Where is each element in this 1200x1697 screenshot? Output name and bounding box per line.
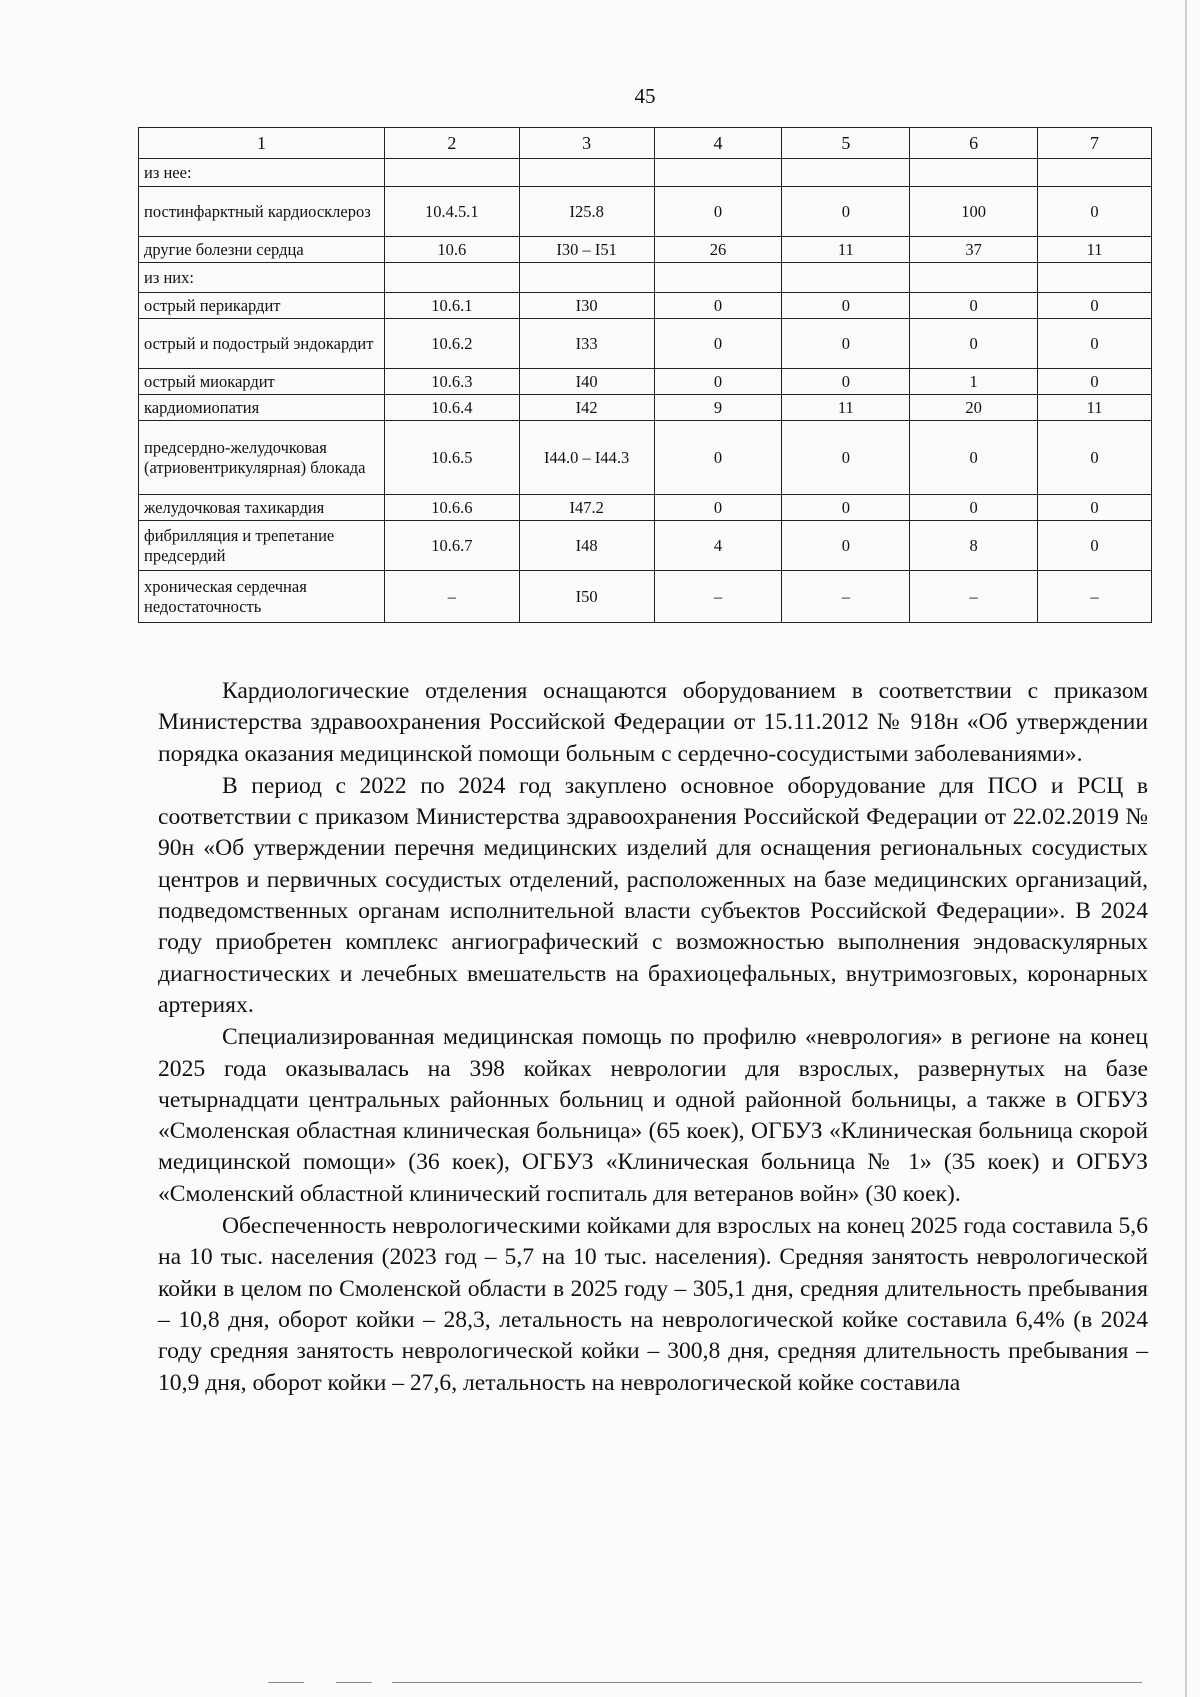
column-header: 2 [384, 128, 519, 159]
scan-edge [1185, 0, 1187, 1697]
value-cell: 0 [782, 319, 910, 369]
icd-code-cell: I47.2 [519, 495, 654, 521]
value-cell: 0 [654, 293, 782, 319]
paragraph: Обеспеченность неврологическими койками для взрослых на конец 2025 года составила 5,6 на 10 тыс. населения (2023 год – 5,7 на 10 тыс. населения). Средняя занятость неврологической койки в целом по Смоленской области в 2025 году – 305,1 дня, средняя длительность пребывания – 10,8 дня, оборот койки – 28,3, летальность на неврологической койке составила 6,4% (в 2024 году средняя занятость неврологической койки – 300,8 дня, средняя длительность пребывания – 10,9 дня, оборот койки – 27,6, летальность на неврологической койке составила [158, 1213, 1148, 1396]
value-cell: – [1038, 571, 1152, 623]
value-cell: 0 [1038, 369, 1152, 395]
icd-code-cell: I30 [519, 293, 654, 319]
column-header: 5 [782, 128, 910, 159]
table-body [139, 159, 1152, 623]
value-cell: 0 [782, 369, 910, 395]
icd-code-cell [519, 263, 654, 293]
footer-rule [336, 1682, 372, 1683]
value-cell [910, 263, 1038, 293]
column-header: 3 [519, 128, 654, 159]
value-cell [654, 159, 782, 187]
row-name-cell: острый и подострый эндокардит [139, 319, 385, 369]
value-cell: 0 [1038, 187, 1152, 237]
value-cell [782, 159, 910, 187]
table-row [139, 395, 1152, 421]
value-cell: 0 [782, 521, 910, 571]
value-cell: 11 [782, 237, 910, 263]
row-name-cell: желудочковая тахикардия [139, 495, 385, 521]
row-code-cell: 10.6.1 [384, 293, 519, 319]
icd-code-cell: I50 [519, 571, 654, 623]
paragraph: Кардиологические отделения оснащаются оборудованием в соответствии с приказом Министерства здравоохранения Российской Федерации от 15.11.2012 № 918н «Об утверждении порядка оказания медицинской помощи больным с сердечно-сосудистыми заболеваниями». [158, 678, 1148, 767]
table-row [139, 521, 1152, 571]
value-cell [654, 263, 782, 293]
value-cell: 26 [654, 237, 782, 263]
value-cell [1038, 159, 1152, 187]
table-row [139, 319, 1152, 369]
table-row [139, 159, 1152, 187]
value-cell: 0 [1038, 495, 1152, 521]
column-header: 4 [654, 128, 782, 159]
value-cell: – [910, 571, 1038, 623]
column-header: 7 [1038, 128, 1152, 159]
row-code-cell: 10.6.6 [384, 495, 519, 521]
value-cell: 37 [910, 237, 1038, 263]
row-code-cell: 10.6 [384, 237, 519, 263]
paragraph: Специализированная медицинская помощь по профилю «неврология» в регионе на конец 2025 года оказывалась на 398 койках неврологии для взрослых, развернутых на базе четырнадцати центральных районных больниц и одной районной больницы, а также в ОГБУЗ «Смоленская областная клиническая больница» (65 коек), ОГБУЗ «Клиническая больница скорой медицинской помощи» (36 коек), ОГБУЗ «Клиническая больница № 1» (35 коек) и ОГБУЗ «Смоленский областной клинический госпиталь для ветеранов войн» (30 коек). [158, 1024, 1148, 1207]
value-cell: 0 [782, 293, 910, 319]
table-row [139, 293, 1152, 319]
value-cell: 0 [1038, 521, 1152, 571]
table-row [139, 263, 1152, 293]
document-body-text [158, 676, 1148, 1400]
icd-code-cell: I30 – I51 [519, 237, 654, 263]
value-cell: – [654, 571, 782, 623]
value-cell: 0 [782, 187, 910, 237]
value-cell: 0 [654, 495, 782, 521]
row-name-cell: другие болезни сердца [139, 237, 385, 263]
row-code-cell: 10.4.5.1 [384, 187, 519, 237]
value-cell: 0 [654, 421, 782, 495]
paragraph: В период с 2022 по 2024 год закуплено основное оборудование для ПСО и РСЦ в соответствии с приказом Министерства здравоохранения Российской Федерации от 22.02.2019 № 90н «Об утверждении перечня медицинских изделий для оснащения региональных сосудистых центров и первичных сосудистых отделений, расположенных на базе медицинских организаций, подведомственных органам исполнительной власти субъектов Российской Федерации». В 2024 году приобретен комплекс ангиографический с возможностью выполнения эндоваскулярных диагностических и лечебных вмешательств на брахиоцефальных, внутримозговых, коронарных артериях. [158, 772, 1148, 1018]
value-cell: 11 [1038, 237, 1152, 263]
page-number: 45 [634, 84, 656, 108]
value-cell: 0 [1038, 319, 1152, 369]
row-code-cell [384, 159, 519, 187]
icd-code-cell: I42 [519, 395, 654, 421]
table-row [139, 369, 1152, 395]
row-code-cell: 10.6.4 [384, 395, 519, 421]
row-name-cell: острый перикардит [139, 293, 385, 319]
row-name-cell: хроническая сердечная недостаточность [139, 571, 385, 623]
value-cell: 11 [782, 395, 910, 421]
row-code-cell: 10.6.3 [384, 369, 519, 395]
icd-code-cell: I25.8 [519, 187, 654, 237]
value-cell: 9 [654, 395, 782, 421]
value-cell: 20 [910, 395, 1038, 421]
value-cell: 0 [654, 319, 782, 369]
value-cell: 1 [910, 369, 1038, 395]
icd-code-cell: I40 [519, 369, 654, 395]
row-name-cell: из них: [139, 263, 385, 293]
value-cell: 0 [782, 421, 910, 495]
icd-code-cell: I48 [519, 521, 654, 571]
table-row [139, 495, 1152, 521]
value-cell: 100 [910, 187, 1038, 237]
icd-code-cell: I33 [519, 319, 654, 369]
value-cell [1038, 263, 1152, 293]
row-name-cell: острый миокардит [139, 369, 385, 395]
value-cell: 0 [782, 495, 910, 521]
row-code-cell: 10.6.2 [384, 319, 519, 369]
footer-rule [268, 1682, 304, 1683]
icd-code-cell: I44.0 – I44.3 [519, 421, 654, 495]
value-cell: 0 [910, 293, 1038, 319]
column-header: 1 [139, 128, 385, 159]
table-row [139, 421, 1152, 495]
value-cell: 0 [910, 495, 1038, 521]
row-name-cell: фибрилляция и трепетание предсердий [139, 521, 385, 571]
column-header: 6 [910, 128, 1038, 159]
row-name-cell: предсердно-желудочковая (атриовентрикулярная) блокада [139, 421, 385, 495]
value-cell: 11 [1038, 395, 1152, 421]
icd-code-cell [519, 159, 654, 187]
value-cell: – [782, 571, 910, 623]
value-cell: 0 [654, 187, 782, 237]
value-cell [910, 159, 1038, 187]
row-code-cell: – [384, 571, 519, 623]
value-cell: 0 [654, 369, 782, 395]
value-cell: 4 [654, 521, 782, 571]
value-cell: 0 [910, 319, 1038, 369]
table-header-row [139, 128, 1152, 159]
row-name-cell: из нее: [139, 159, 385, 187]
value-cell: 0 [910, 421, 1038, 495]
statistics-table [138, 127, 1152, 623]
value-cell: 0 [1038, 421, 1152, 495]
value-cell: 0 [1038, 293, 1152, 319]
row-code-cell: 10.6.7 [384, 521, 519, 571]
row-name-cell: кардиомиопатия [139, 395, 385, 421]
table-row [139, 187, 1152, 237]
table-row [139, 571, 1152, 623]
footer-rule [392, 1682, 1142, 1683]
value-cell [782, 263, 910, 293]
table-row [139, 237, 1152, 263]
value-cell: 8 [910, 521, 1038, 571]
row-name-cell: постинфарктный кардиосклероз [139, 187, 385, 237]
row-code-cell [384, 263, 519, 293]
row-code-cell: 10.6.5 [384, 421, 519, 495]
